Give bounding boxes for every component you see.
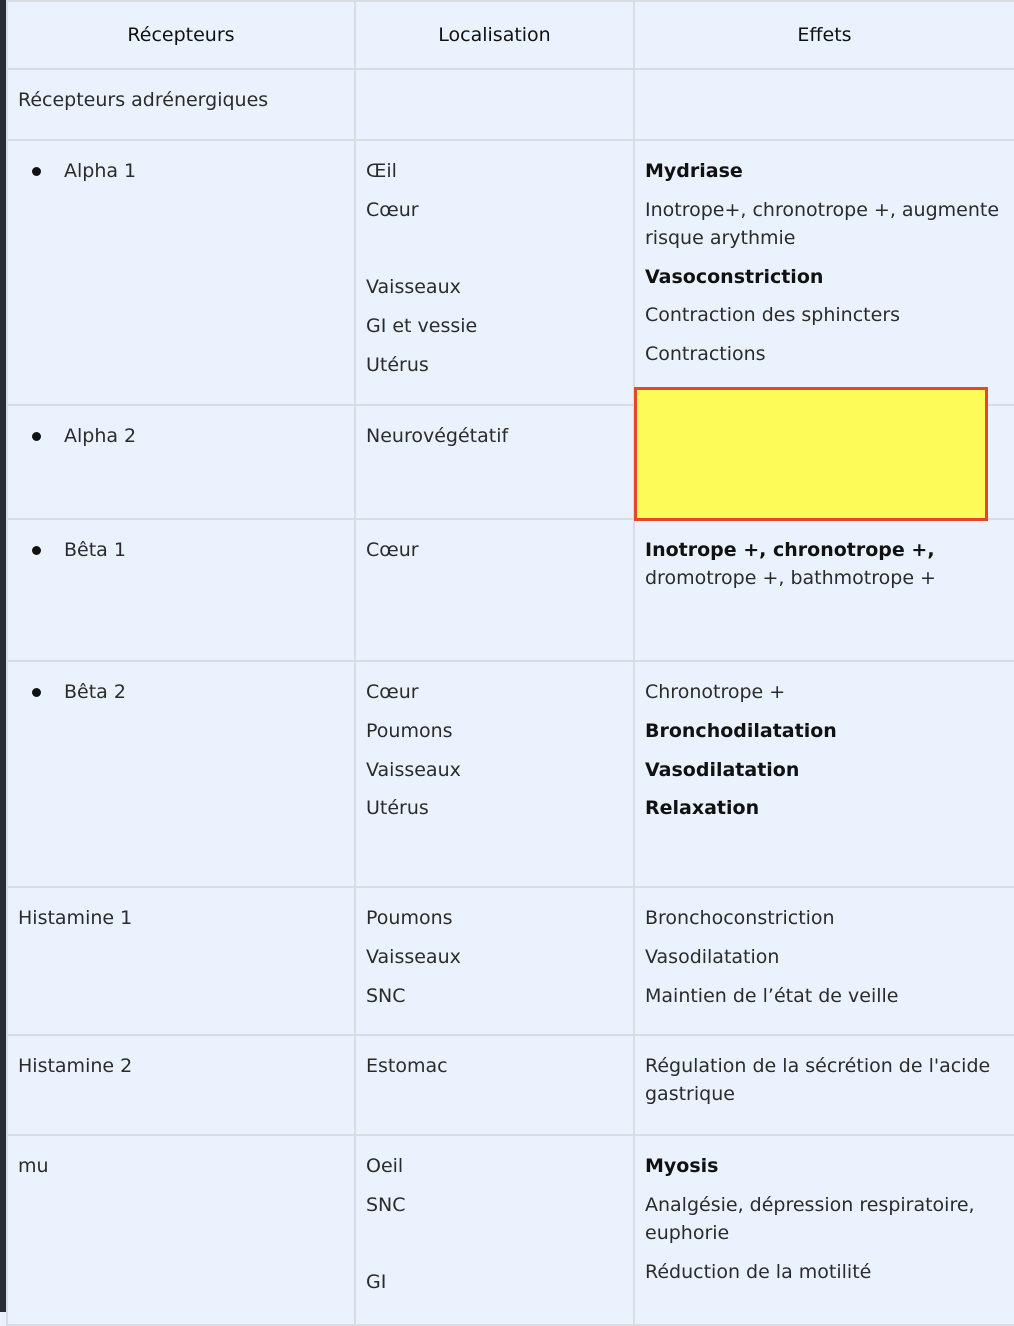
receptor-label: mu xyxy=(18,1155,49,1177)
effect-item: Maintien de l’état de veille xyxy=(645,984,899,1007)
effect-item: Contractions xyxy=(645,343,766,366)
effect-item: Régulation de la sécrétion de l'acide gastrique xyxy=(645,1055,991,1105)
redaction-highlight-box xyxy=(634,387,988,521)
receptor-label: Histamine 1 xyxy=(18,907,133,929)
location-item: Utérus xyxy=(366,353,429,376)
table-row xyxy=(7,69,1014,140)
effect-item: Mydriase xyxy=(645,160,743,182)
bullet-icon xyxy=(32,432,41,441)
location-item: Utérus xyxy=(366,797,429,820)
effect-item xyxy=(645,536,1004,592)
location-item: Œil xyxy=(366,160,397,182)
table-row xyxy=(7,519,1014,661)
header-effects: Effets xyxy=(634,1,1014,69)
receptor-label: Alpha 1 xyxy=(64,160,137,182)
location-item: GI xyxy=(366,1271,387,1294)
table-row xyxy=(7,140,1014,405)
effect-item: Vasoconstriction xyxy=(645,265,824,288)
location-item: Estomac xyxy=(366,1055,448,1077)
bullet-icon xyxy=(32,167,41,176)
effect-rest-part: dromotrope +, bathmotrope + xyxy=(645,567,936,589)
table-row xyxy=(7,887,1014,1035)
table-header-row xyxy=(7,1,1014,69)
bullet-icon xyxy=(32,546,41,555)
effect-item: Myosis xyxy=(645,1155,719,1177)
effect-item: Vasodilatation xyxy=(645,758,800,781)
location-item: Neurovégétatif xyxy=(366,425,509,447)
receptor-label: Récepteurs adrénergiques xyxy=(18,89,269,111)
effect-item: Réduction de la motilité xyxy=(645,1260,872,1283)
table-row xyxy=(7,1135,1014,1325)
effect-bold-part: Inotrope +, chronotrope +, xyxy=(645,539,935,561)
receptor-label: Histamine 2 xyxy=(18,1055,133,1077)
table-row xyxy=(7,1035,1014,1135)
location-item: Poumons xyxy=(366,907,453,929)
receptors-table xyxy=(6,0,1014,1326)
effect-item: Bronchoconstriction xyxy=(645,907,835,929)
location-item: Vaisseaux xyxy=(366,276,461,299)
table-row xyxy=(7,661,1014,887)
effect-item: Relaxation xyxy=(645,797,760,820)
effect-item: Bronchodilatation xyxy=(645,719,837,742)
bullet-icon xyxy=(32,688,41,697)
receptor-label: Bêta 1 xyxy=(64,539,126,561)
receptor-label: Alpha 2 xyxy=(64,425,137,447)
location-item: Cœur xyxy=(366,539,419,561)
location-item: Poumons xyxy=(366,719,453,742)
location-item: Cœur xyxy=(366,198,419,221)
effect-item: Vasodilatation xyxy=(645,945,780,968)
header-location: Localisation xyxy=(355,1,634,69)
location-item: Vaisseaux xyxy=(366,945,461,968)
effect-item: Contraction des sphincters xyxy=(645,304,901,327)
location-item: Oeil xyxy=(366,1155,404,1177)
effect-item: Inotrope+, chronotrope +, augmente risque arythmie xyxy=(645,198,1000,249)
header-receptors: Récepteurs xyxy=(7,1,355,69)
location-item: Vaisseaux xyxy=(366,758,461,781)
location-item: SNC xyxy=(366,984,406,1007)
location-item: Cœur xyxy=(366,681,419,703)
location-item: SNC xyxy=(366,1193,406,1216)
receptor-label: Bêta 2 xyxy=(64,681,126,703)
location-item: GI et vessie xyxy=(366,315,478,338)
effect-item: Chronotrope + xyxy=(645,681,786,703)
effect-item: Analgésie, dépression respiratoire, euphorie xyxy=(645,1193,975,1244)
